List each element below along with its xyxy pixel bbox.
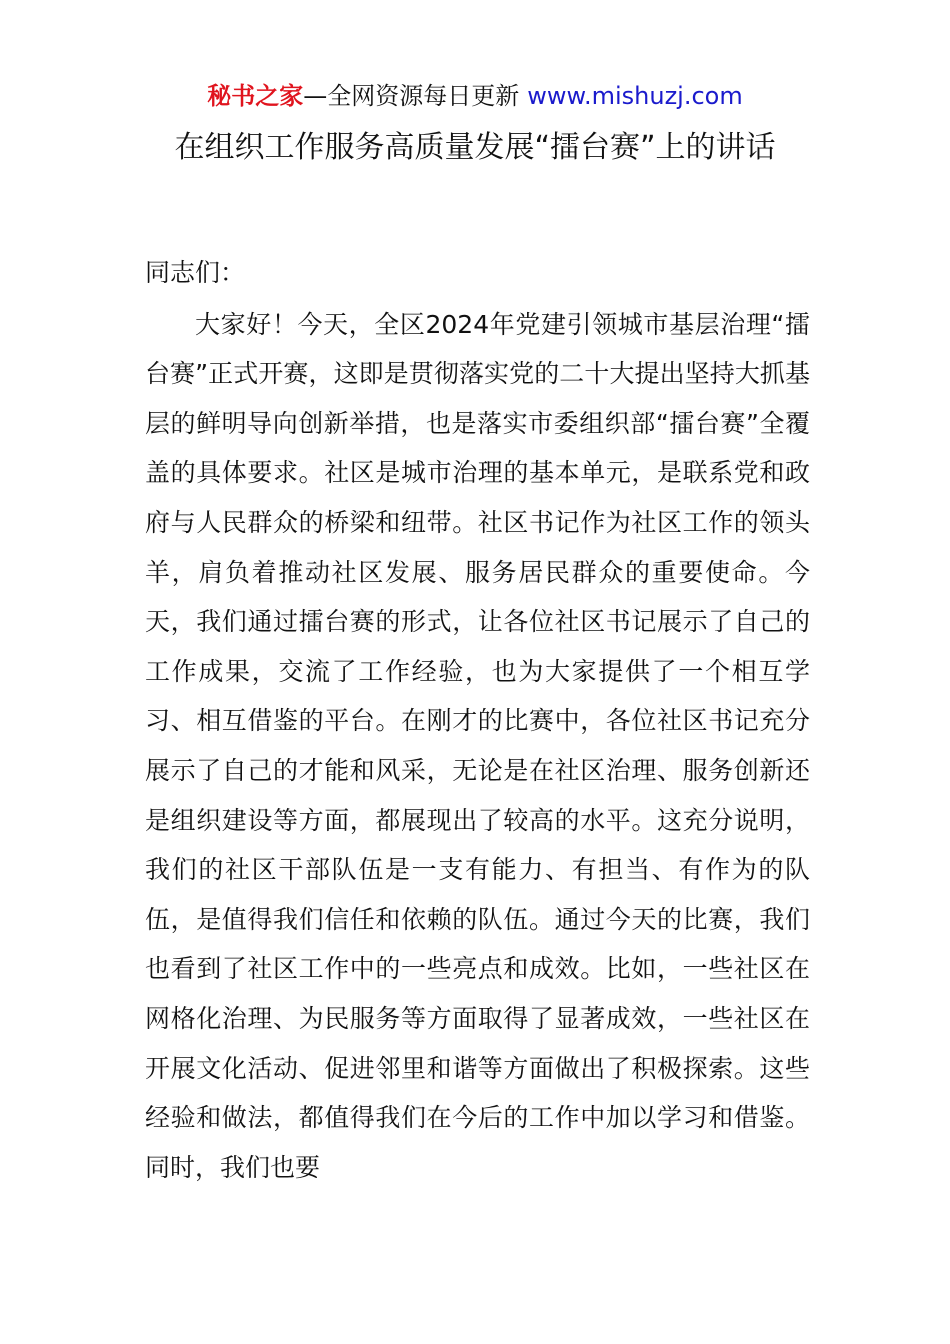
body-paragraph: 大家好！今天，全区2024年党建引领城市基层治理“擂台赛”正式开赛，这即是贯彻落实党的二十大提出坚持大抓基层的鲜明导向创新举措，也是落实市委组织部“擂台赛”全覆盖的具体要求。社区是城市治理的基本单元，是联系党和政府与人民群众的桥梁和纽带。社区书记作为社区工作的领头羊，肩负着推动社区发展、服务居民群众的重要使命。今天，我们通过擂台赛的形式，让各位社区书记展示了自己的工作成果，交流了工作经验，也为大家提供了一个相互学习、相互借鉴的平台。在刚才的比赛中，各位社区书记充分展示了自己的才能和风采，无论是在社区治理、服务创新还是组织建设等方面，都展现出了较高的水平。这充分说明，我们的社区干部队伍是一支有能力、有担当、有作为的队伍，是值得我们信任和依赖的队伍。通过今天的比赛，我们也看到了社区工作中的一些亮点和成效。比如，一些社区在网格化治理、为民服务等方面取得了显著成效，一些社区在开展文化活动、促进邻里和谐等方面做出了积极探索。这些经验和做法，都值得我们在今后的工作中加以学习和借鉴。同时，我们也要 [145,309,810,1182]
document-title: 在组织工作服务高质量发展“擂台赛”上的讲话 [174,130,776,165]
site-url-link[interactable]: www.mishuzj.com [527,82,743,110]
header-tagline: —全网资源每日更新 [303,82,520,110]
site-header [0,80,950,112]
document-body [145,248,810,1192]
brand-name: 秘书之家 [207,82,304,110]
salutation: 同志们： [145,258,246,287]
